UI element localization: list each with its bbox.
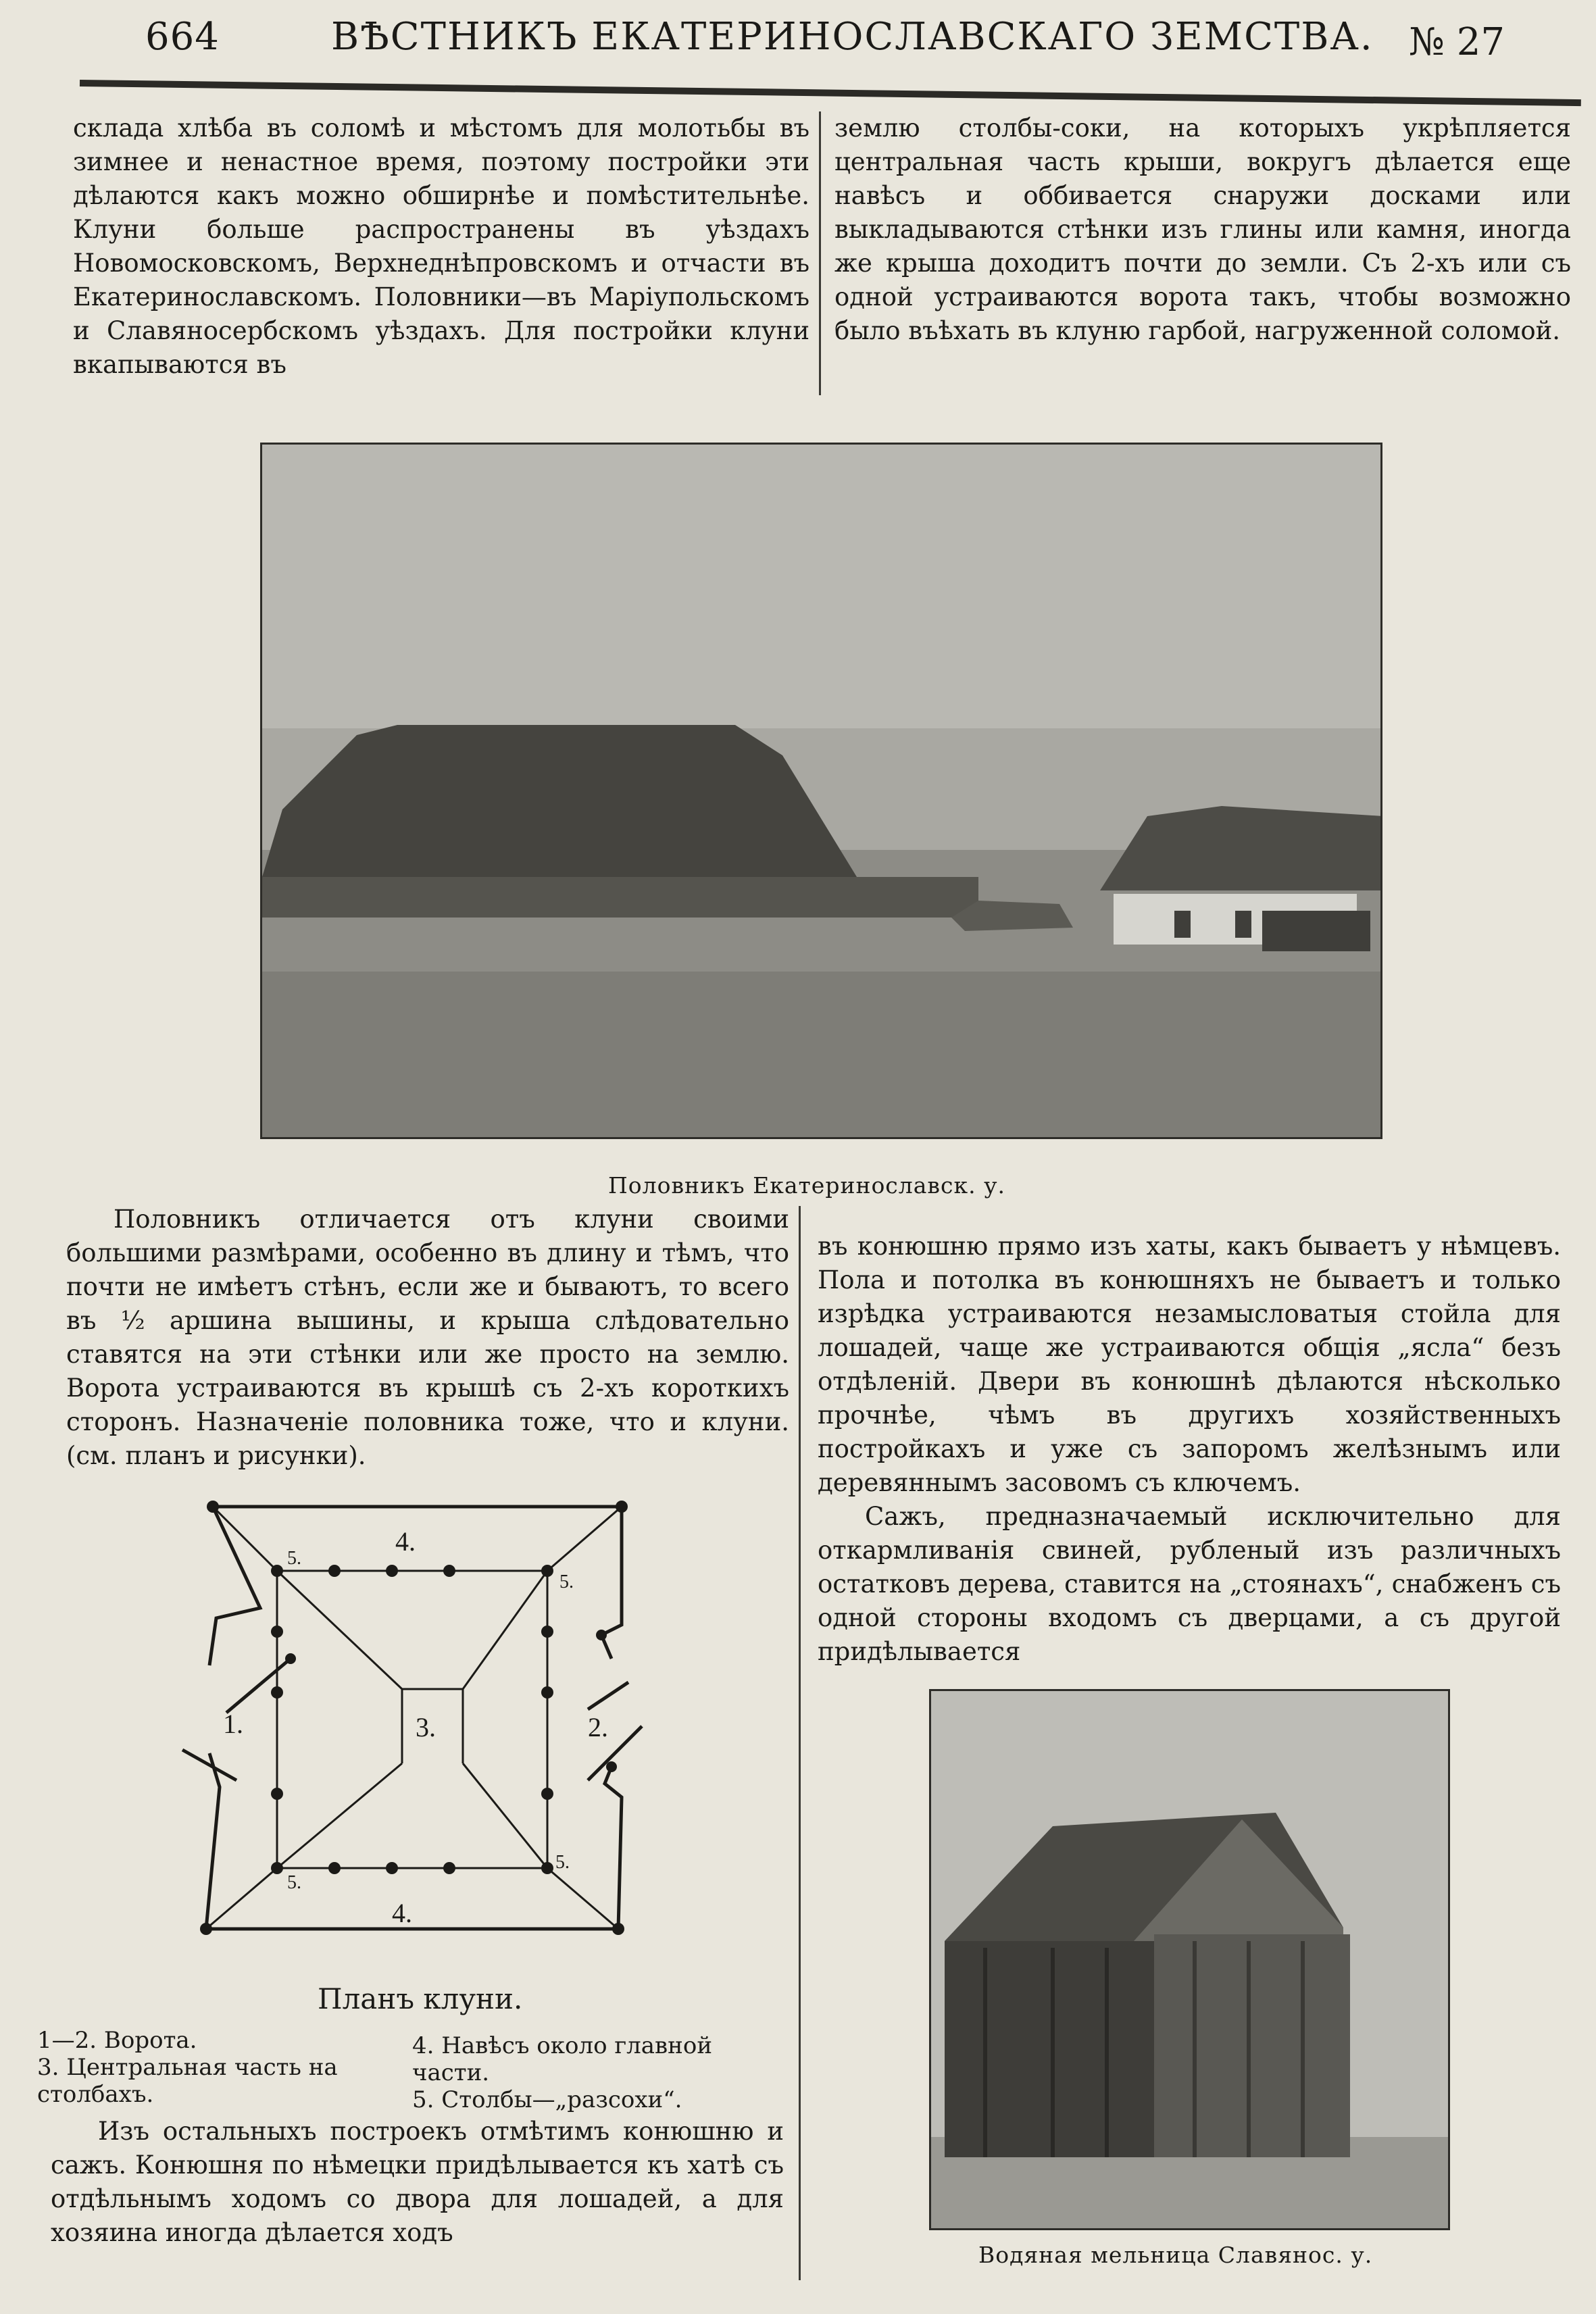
plan-label-2: 2. — [588, 1712, 608, 1742]
legend-item: 1—2. Ворота. — [37, 2027, 197, 2054]
stable-paragraph: въ конюшню прямо изъ хаты, какъ бываетъ у нѣмцевъ. Пола и потолка въ конюшняхъ не бываетъ и только изрѣдка устраиваются незамысловатыя стойла для лошадей, чаще же устраиваются общія „ясла“ безъ отдѣленій. Двери въ конюшнѣ дѣлаются нѣсколько прочнѣе, чѣмъ въ другихъ хозяйственныхъ постройкахъ и уже съ запоромъ желѣзнымъ или деревяннымъ засовомъ съ ключемъ. — [818, 1232, 1561, 1497]
top-right-paragraph: землю столбы-соки, на которыхъ укрѣпляется центральная часть крыши, вокругъ дѣлается еще навѣсъ и оббивается снаружи досками или выкладываются стѣнки изъ глины или камня, иногда же крыша доходитъ почти до земли. Съ 2-хъ или съ одной устраиваются ворота такъ, чтобы возможно было въѣхать въ клуню гарбой, нагруженной соломой. — [834, 114, 1571, 345]
legend-item: 5. Столбы—„разсохи“. — [412, 2086, 682, 2113]
column-divider-bottom — [799, 1206, 801, 2280]
bottom-left-column — [51, 2115, 784, 2250]
page-number: 664 — [145, 15, 220, 59]
top-right-column — [834, 111, 1571, 348]
header-rule — [80, 80, 1581, 106]
plan-label-5-tl: 5. — [287, 1548, 301, 1569]
watermill-illustration — [931, 1691, 1448, 2228]
plan-label-4-top: 4. — [395, 1526, 416, 1557]
watermill-photo — [929, 1689, 1450, 2230]
journal-title: ВѢСТНИКЪ ЕКАТЕРИНОСЛАВСКАГО ЗЕМСТВА. — [331, 15, 1374, 59]
kluni-plan-diagram — [169, 1496, 655, 1969]
plan-label-5-br: 5. — [555, 1852, 570, 1873]
legend-item: 4. Навѣсъ около главной части. — [412, 2032, 712, 2086]
top-left-paragraph: склада хлѣба въ соломѣ и мѣстомъ для молотьбы въ зимнее и ненастное время, поэтому постройки эти дѣлаются какъ можно обширнѣе и помѣстительнѣе. Клуни больше распространены въ уѣздахъ Новомосковскомъ, Верхнеднѣпровскомъ и отчасти въ Екатеринославскомъ. Половники—въ Маріупольскомъ и Славяносербскомъ уѣздахъ. Для постройки клуни вкапываются въ — [73, 114, 809, 379]
column-divider-top — [819, 111, 821, 395]
issue-number: № 27 — [1409, 20, 1505, 64]
sazh-paragraph: Сажъ, предназначаемый исключительно для откармливанія свиней, рубленый изъ различныхъ остатковъ дерева, ставится на „стоянахъ“, снабженъ съ одной стороны входомъ съ дверцами, а съ другой придѣлывается — [818, 1502, 1561, 1666]
plan-legend-right — [412, 2032, 750, 2113]
polovnik-photo — [260, 443, 1382, 1139]
mid-left-column — [66, 1203, 789, 1473]
plan-label-1: 1. — [223, 1709, 243, 1739]
plan-label-5-bl: 5. — [287, 1872, 301, 1893]
polovnik-illustration — [262, 445, 1380, 1137]
right-column — [818, 1230, 1561, 1669]
plan-legend-left — [37, 2027, 389, 2108]
plan-title: Планъ клуни. — [318, 1982, 523, 2015]
legend-item: 3. Центральная часть на столбахъ. — [37, 2054, 338, 2108]
photo1-caption: Половникъ Екатеринославск. у. — [608, 1172, 1006, 1199]
plan-label-4-bottom: 4. — [392, 1898, 412, 1928]
photo2-caption: Водяная мельница Славянос. у. — [978, 2242, 1373, 2268]
plan-label-3: 3. — [416, 1712, 436, 1742]
polovnik-paragraph: Половникъ отличается отъ клуни своими большими размѣрами, особенно въ длину и тѣмъ, что почти не имѣетъ стѣнъ, если же и бываютъ, то всего въ ½ аршина вышины, и крыша слѣдовательно ставятся на эти стѣнки или же просто на землю. Ворота устраиваются въ крышѣ съ 2-хъ короткихъ сторонъ. Назначеніе половника тоже, что и клуни. (см. планъ и рисунки). — [66, 1205, 789, 1470]
outbuildings-paragraph: Изъ остальныхъ построекъ отмѣтимъ конюшню и сажъ. Конюшня по нѣмецки придѣлывается къ хатѣ съ отдѣльнымъ ходомъ со двора для лошадей, а для хозяина иногда дѣлается ходъ — [51, 2117, 784, 2247]
plan-label-5-tr: 5. — [559, 1571, 574, 1592]
top-left-column — [73, 111, 809, 382]
